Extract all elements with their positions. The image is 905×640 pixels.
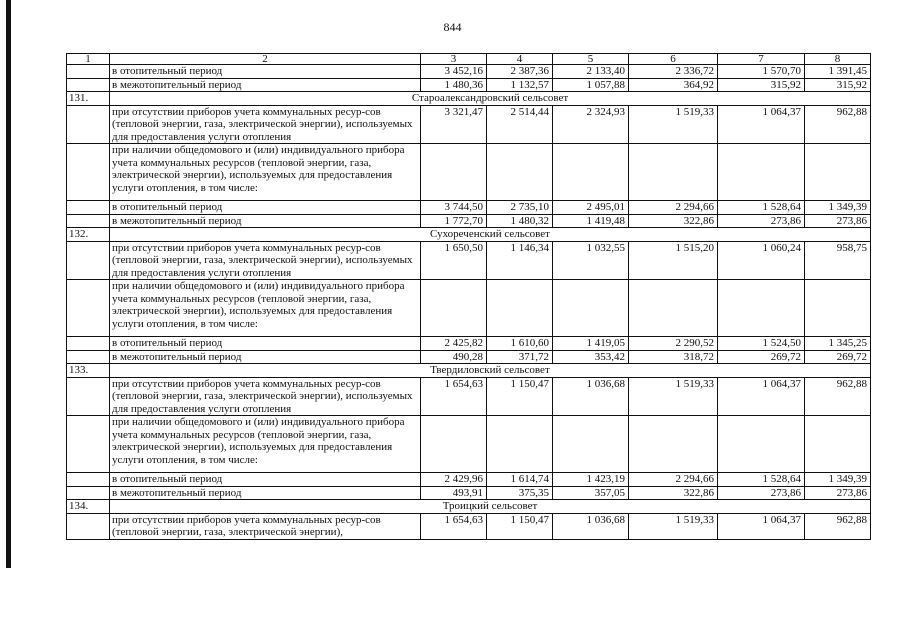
tariff-value: 1 570,70 <box>718 65 805 79</box>
tariff-row-description <box>67 105 871 144</box>
tariff-value: 1 614,74 <box>487 473 553 487</box>
row-number-cell <box>67 473 110 487</box>
row-label: в межотопительный период <box>110 350 421 364</box>
section-name: Староалександровский сельсовет <box>110 92 871 106</box>
tariff-value: 1 150,47 <box>487 377 553 416</box>
row-number-cell <box>67 280 110 337</box>
section-number: 131. <box>67 92 110 106</box>
row-number-cell <box>67 241 110 280</box>
tariff-value: 962,88 <box>805 105 871 144</box>
tariff-value: 1 528,64 <box>718 473 805 487</box>
row-number-cell <box>67 350 110 364</box>
tariff-value: 273,86 <box>805 486 871 500</box>
section-name: Сухореченский сельсовет <box>110 228 871 242</box>
tariff-row <box>67 214 871 228</box>
tariff-row-description <box>67 144 871 201</box>
tariff-value: 1 419,05 <box>553 337 629 351</box>
tariff-row <box>67 337 871 351</box>
row-label: при отсутствии приборов учета коммунальных ресур-сов (тепловой энергии, газа, электрической энергии), <box>110 513 421 539</box>
empty-cell <box>629 280 718 337</box>
section-name: Троицкий сельсовет <box>110 500 871 514</box>
row-number-cell <box>67 214 110 228</box>
tariff-value: 322,86 <box>629 214 718 228</box>
empty-cell <box>487 416 553 473</box>
tariff-value: 2 290,52 <box>629 337 718 351</box>
row-number-cell <box>67 78 110 92</box>
tariff-value: 1 480,32 <box>487 214 553 228</box>
empty-cell <box>553 416 629 473</box>
section-header-row <box>67 228 871 242</box>
tariff-value: 2 336,72 <box>629 65 718 79</box>
section-header-row <box>67 92 871 106</box>
section-header-row <box>67 364 871 378</box>
tariff-value: 958,75 <box>805 241 871 280</box>
empty-cell <box>421 416 487 473</box>
tariff-table <box>66 53 871 540</box>
row-label: при наличии общедомового и (или) индивидуального прибора учета коммунальных ресурсов (тепловой энергии, газа, электрической энергии), используемых для предоставления услуги отопления, в том числе: <box>110 280 421 337</box>
tariff-value: 1 064,37 <box>718 105 805 144</box>
tariff-value: 322,86 <box>629 486 718 500</box>
tariff-value: 1 654,63 <box>421 377 487 416</box>
row-label: в межотопительный период <box>110 486 421 500</box>
tariff-value: 364,92 <box>629 78 718 92</box>
tariff-value: 357,05 <box>553 486 629 500</box>
row-number-cell <box>67 201 110 215</box>
tariff-value: 2 495,01 <box>553 201 629 215</box>
tariff-value: 3 321,47 <box>421 105 487 144</box>
tariff-value: 2 425,82 <box>421 337 487 351</box>
row-label: в отопительный период <box>110 473 421 487</box>
tariff-value: 1 349,39 <box>805 201 871 215</box>
tariff-value: 353,42 <box>553 350 629 364</box>
tariff-value: 3 452,16 <box>421 65 487 79</box>
section-number: 134. <box>67 500 110 514</box>
tariff-row <box>67 486 871 500</box>
tariff-value: 2 294,66 <box>629 473 718 487</box>
tariff-row <box>67 201 871 215</box>
empty-cell <box>629 416 718 473</box>
tariff-value: 1 480,36 <box>421 78 487 92</box>
tariff-value: 273,86 <box>718 214 805 228</box>
tariff-value: 1 146,34 <box>487 241 553 280</box>
section-name: Твердиловский сельсовет <box>110 364 871 378</box>
row-label: в отопительный период <box>110 65 421 79</box>
tariff-value: 1 391,45 <box>805 65 871 79</box>
tariff-row-description <box>67 377 871 416</box>
tariff-value: 2 735,10 <box>487 201 553 215</box>
tariff-row-description <box>67 513 871 539</box>
empty-cell <box>805 144 871 201</box>
row-label: в отопительный период <box>110 337 421 351</box>
row-number-cell <box>67 486 110 500</box>
tariff-value: 371,72 <box>487 350 553 364</box>
tariff-value: 1 519,33 <box>629 377 718 416</box>
tariff-value: 2 514,44 <box>487 105 553 144</box>
column-number-row <box>67 54 871 65</box>
tariff-value: 2 294,66 <box>629 201 718 215</box>
row-label: при отсутствии приборов учета коммунальных ресур-сов (тепловой энергии, газа, электрической энергии), используемых для предоставления услуги отопления <box>110 241 421 280</box>
row-label: при отсутствии приборов учета коммунальных ресур-сов (тепловой энергии, газа, электрической энергии), используемых для предоставления услуги отопления <box>110 105 421 144</box>
tariff-value: 273,86 <box>805 214 871 228</box>
tariff-value: 1 419,48 <box>553 214 629 228</box>
empty-cell <box>718 144 805 201</box>
tariff-value: 1 528,64 <box>718 201 805 215</box>
tariff-value: 1 032,55 <box>553 241 629 280</box>
empty-cell <box>487 280 553 337</box>
tariff-value: 1 423,19 <box>553 473 629 487</box>
tariff-value: 269,72 <box>718 350 805 364</box>
empty-cell <box>421 280 487 337</box>
tariff-value: 1 519,33 <box>629 513 718 539</box>
empty-cell <box>553 144 629 201</box>
tariff-value: 962,88 <box>805 513 871 539</box>
tariff-row <box>67 473 871 487</box>
row-number-cell <box>67 105 110 144</box>
column-header: 7 <box>718 54 805 65</box>
section-number: 132. <box>67 228 110 242</box>
tariff-value: 1 150,47 <box>487 513 553 539</box>
column-header: 2 <box>110 54 421 65</box>
row-label: в межотопительный период <box>110 214 421 228</box>
row-label: при наличии общедомового и (или) индивидуального прибора учета коммунальных ресурсов (тепловой энергии, газа, электрической энергии), используемых для предоставления услуги отопления, в том числе: <box>110 416 421 473</box>
row-number-cell <box>67 144 110 201</box>
tariff-row-description <box>67 241 871 280</box>
column-header: 1 <box>67 54 110 65</box>
tariff-value: 2 429,96 <box>421 473 487 487</box>
empty-cell <box>421 144 487 201</box>
row-number-cell <box>67 337 110 351</box>
empty-cell <box>553 280 629 337</box>
row-number-cell <box>67 65 110 79</box>
tariff-value: 315,92 <box>805 78 871 92</box>
tariff-value: 315,92 <box>718 78 805 92</box>
page-number: 844 <box>443 20 462 34</box>
tariff-value: 2 133,40 <box>553 65 629 79</box>
tariff-value: 1 132,57 <box>487 78 553 92</box>
empty-cell <box>718 280 805 337</box>
tariff-value: 1 345,25 <box>805 337 871 351</box>
column-header: 6 <box>629 54 718 65</box>
tariff-value: 2 387,36 <box>487 65 553 79</box>
row-label: при отсутствии приборов учета коммунальных ресур-сов (тепловой энергии, газа, электрической энергии), используемых для предоставления услуги отопления <box>110 377 421 416</box>
tariff-row <box>67 78 871 92</box>
tariff-value: 1 772,70 <box>421 214 487 228</box>
tariff-value: 1 524,50 <box>718 337 805 351</box>
tariff-value: 1 515,20 <box>629 241 718 280</box>
column-header: 8 <box>805 54 871 65</box>
tariff-value: 1 654,63 <box>421 513 487 539</box>
tariff-value: 1 036,68 <box>553 513 629 539</box>
section-header-row <box>67 500 871 514</box>
tariff-row-description <box>67 280 871 337</box>
page-bottom-margin <box>0 568 905 640</box>
section-number: 133. <box>67 364 110 378</box>
empty-cell <box>487 144 553 201</box>
column-header: 4 <box>487 54 553 65</box>
tariff-value: 273,86 <box>718 486 805 500</box>
tariff-value: 1 057,88 <box>553 78 629 92</box>
tariff-value: 1 060,24 <box>718 241 805 280</box>
tariff-row <box>67 350 871 364</box>
row-label: в отопительный период <box>110 201 421 215</box>
scan-edge-bar <box>6 0 11 640</box>
row-label: в межотопительный период <box>110 78 421 92</box>
tariff-value: 3 744,50 <box>421 201 487 215</box>
tariff-value: 962,88 <box>805 377 871 416</box>
row-number-cell <box>67 513 110 539</box>
tariff-value: 318,72 <box>629 350 718 364</box>
tariff-value: 1 064,37 <box>718 377 805 416</box>
column-header: 3 <box>421 54 487 65</box>
tariff-value: 1 650,50 <box>421 241 487 280</box>
tariff-value: 2 324,93 <box>553 105 629 144</box>
tariff-value: 1 519,33 <box>629 105 718 144</box>
tariff-value: 269,72 <box>805 350 871 364</box>
column-header: 5 <box>553 54 629 65</box>
empty-cell <box>718 416 805 473</box>
tariff-row-description <box>67 416 871 473</box>
tariff-value: 1 064,37 <box>718 513 805 539</box>
tariff-value: 1 036,68 <box>553 377 629 416</box>
tariff-value: 1 349,39 <box>805 473 871 487</box>
row-number-cell <box>67 377 110 416</box>
tariff-value: 490,28 <box>421 350 487 364</box>
tariff-value: 493,91 <box>421 486 487 500</box>
empty-cell <box>805 280 871 337</box>
tariff-row <box>67 65 871 79</box>
row-number-cell <box>67 416 110 473</box>
tariff-value: 375,35 <box>487 486 553 500</box>
row-label: при наличии общедомового и (или) индивидуального прибора учета коммунальных ресурсов (тепловой энергии, газа, электрической энергии), используемых для предоставления услуги отопления, в том числе: <box>110 144 421 201</box>
empty-cell <box>629 144 718 201</box>
tariff-value: 1 610,60 <box>487 337 553 351</box>
empty-cell <box>805 416 871 473</box>
